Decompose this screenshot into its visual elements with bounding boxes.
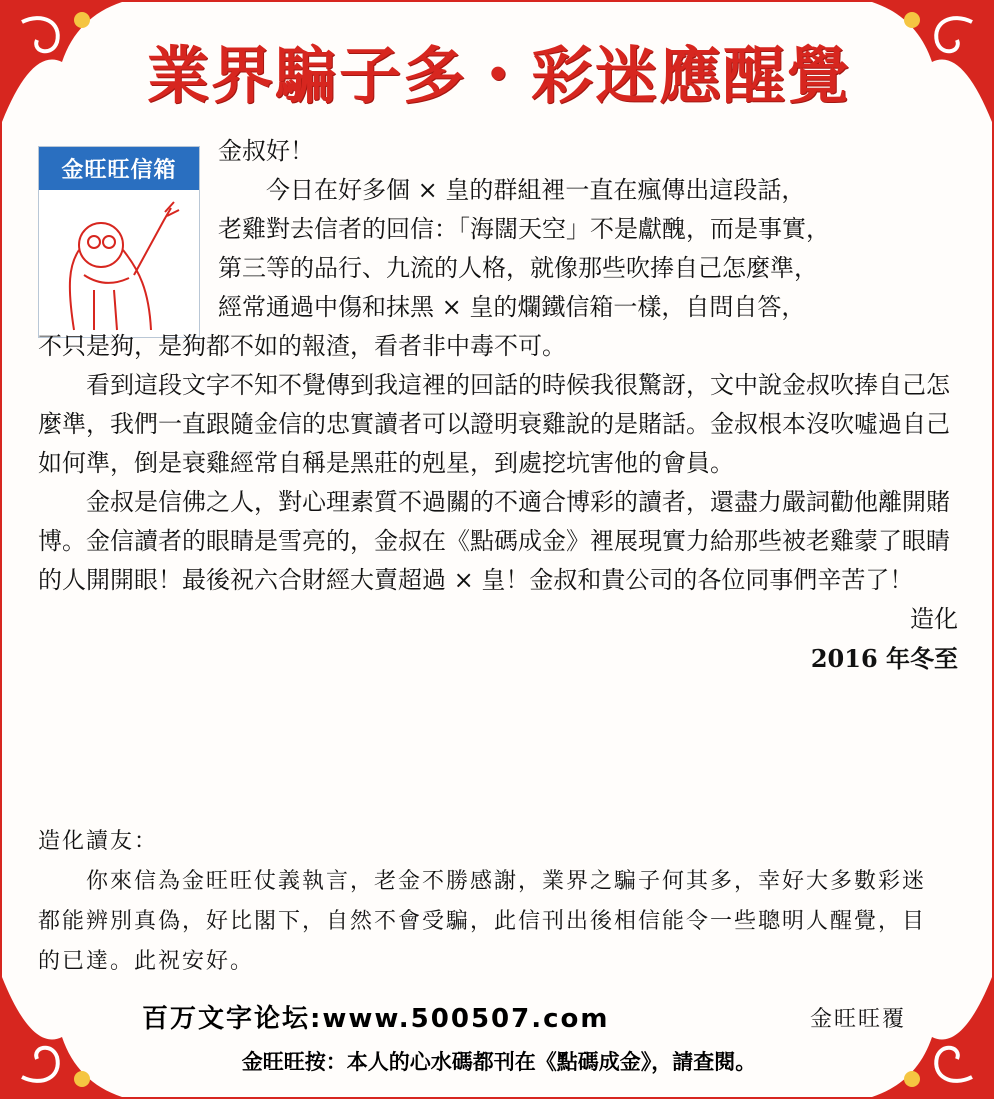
letter-signature: 造化 (910, 605, 958, 633)
headline: 業界騙子多・彩迷應醒覺 (146, 39, 851, 112)
corner-ornament-bottom-right (872, 977, 992, 1097)
letter-paragraph: 看到這段文字不知不覺傳到我這裡的回話的時候我很驚訝，文中說金叔吹捧自己怎麼準，我們一直跟隨金信的忠實讀者可以證明衰雞說的是賭話。金叔根本沒吹噓過自己如何準，倒是衰雞經常自稱是黑莊的剋星，到處挖坑害他的會員。 (38, 371, 950, 477)
corner-ornament-bottom-left (2, 977, 122, 1097)
reader-letter (38, 132, 958, 678)
footer-note: 金旺旺按：本人的心水碼都刊在《點碼成金》，請查閱。 (241, 1050, 757, 1074)
forum-watermark: 百万文字论坛:www.500507.com (142, 1004, 610, 1034)
letter-greeting: 金叔好！ (218, 137, 314, 165)
letter-paragraph: 金叔是信佛之人，對心理素質不過關的不適合博彩的讀者，還盡力嚴詞勸他離開賭博。金信讀者的眼睛是雪亮的，金叔在《點碼成金》裡展現實力給那些被老雞蒙了眼睛的人開開眼！最後祝六合財經大賣超過 × 皇！金叔和貴公司的各位同事們辛苦了！ (38, 488, 950, 594)
reply-salutation: 造化讀友： (38, 829, 159, 854)
reply-body: 你來信為金旺旺仗義執言，老金不勝感謝，業界之騙子何其多，幸好大多數彩迷都能辨別真偽，好比閣下，自然不會受騙，此信刊出後相信能令一些聰明人醒覺，目的已達。此祝安好。 (38, 869, 927, 974)
letter-line: 第三等的品行、九流的人格，就像那些吹捧自己怎麼準， (218, 254, 818, 282)
reply-signature: 金旺旺覆 (809, 1007, 906, 1032)
letter-line: 經常通過中傷和抹黑 × 皇的爛鐵信箱一樣，自問自答， (218, 293, 806, 321)
mailbox-label: 金旺旺信箱 (39, 147, 199, 190)
letter-line: 今日在好多個 × 皇的群組裡一直在瘋傳出這段話， (266, 176, 806, 204)
letter-line: 老雞對去信者的回信：「海闊天空」不是獻醜，而是事實， (218, 215, 830, 243)
letter-date: 2016 年冬至 (810, 644, 958, 673)
letter-line: 不只是狗，是狗都不如的報渣，看者非中毒不可。 (38, 332, 566, 360)
editor-reply (38, 822, 938, 982)
